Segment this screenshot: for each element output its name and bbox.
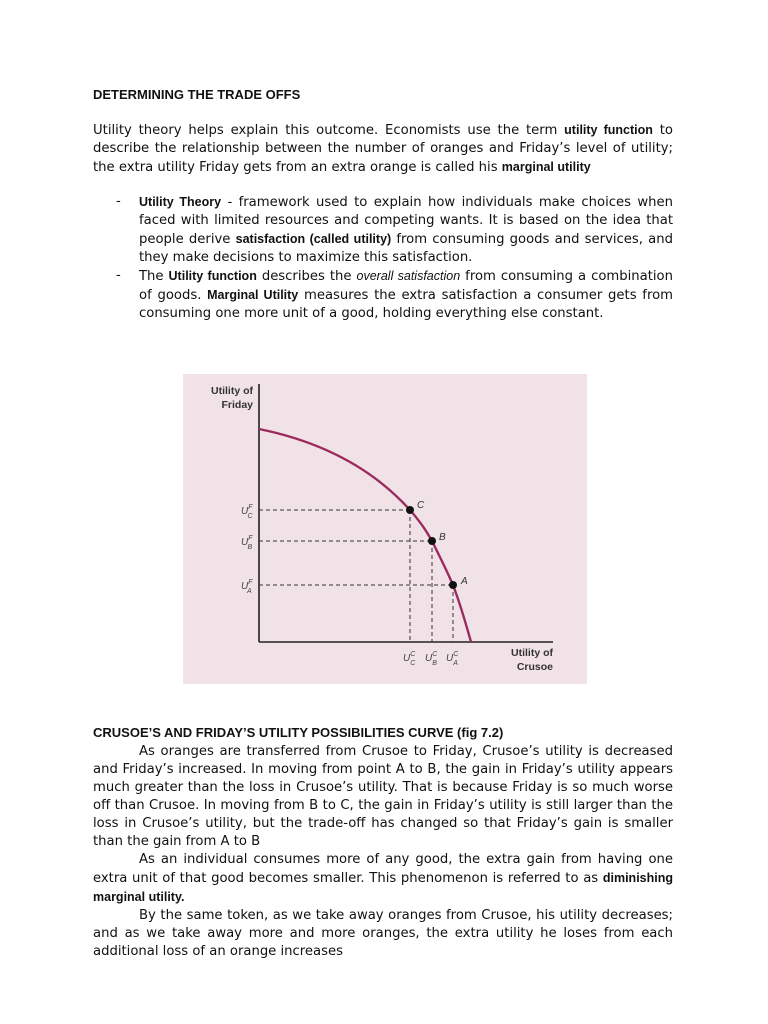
intro-text-2: to describe the relationship between the number of oranges and Friday’s level of utility; the extra utility Friday gets from an extra orange is called his [93,123,673,175]
term-diminishing-marginal-utility: diminishing marginal utility. [93,871,673,904]
y-tick-labels [241,504,254,595]
intro-paragraph [93,121,673,177]
bullet-text: describes the [256,269,357,284]
point-a [449,581,457,589]
term-utility-theory: Utility Theory [139,195,222,209]
x-tick-ub: $U^C$ B [425,651,438,667]
y-tick-ua: $U^F$ A [241,579,252,595]
term-overall-satisfaction: overall satisfaction [356,269,461,283]
point-b [428,537,436,545]
utility-possibilities-diagram [183,374,587,684]
y-axis-label-line2: Friday [221,399,253,411]
point-label-c: C [417,500,425,511]
bullet-text: from consuming goods and services, and they make decisions to maximize this satisfaction. [139,232,673,265]
x-tick-uc: $U^C$ C [403,651,416,667]
x-axis-label-line1: Utility of [511,647,553,659]
term-satisfaction: satisfaction (called utility) [235,232,392,246]
bullet-text: - framework used to explain how individuals make choices when faced with limited resources and competing wants. It is based on the idea that people derive [139,195,674,247]
x-axis-label-line2: Crusoe [516,661,553,673]
y-tick-uc: $U^F$ C [241,504,253,520]
x-tick-ua: $U^C$ A [446,651,459,667]
list-item [93,193,673,267]
x-tick-labels [403,651,459,667]
point-label-b: B [439,532,446,543]
bullet-dash: - [116,194,121,209]
section-heading: DETERMINING THE TRADE OFFS [93,87,301,102]
bullet-text: measures the extra satisfaction a consumer gets from consuming one more unit of a good, holding everything else constant. [139,288,673,321]
bullet-dash: - [116,268,121,283]
y-axis-label-line1: Utility of [211,385,253,397]
term-marginal-utility: Marginal Utility [207,288,299,302]
y-tick-ub: $U^F$ B [241,535,253,551]
list-item [93,267,673,323]
bullet-text: The [139,269,169,284]
bullet-text: from consuming a combination of goods. [139,269,673,303]
term-utility-function: utility function [564,123,653,137]
paragraph: As an individual consumes more of any good, the extra gain from having one extra unit of that good becomes smaller. This phenomenon is referred to as diminishing marginal utility. [93,852,673,904]
utility-possibilities-figure [183,374,587,684]
definition-list [93,193,673,323]
paragraph: As oranges are transferred from Crusoe to Friday, Crusoe’s utility is decreased and Friday’s increased. In moving from point A to B, the gain in Friday’s utility appears much greater than the loss in Crusoe’s utility. That is because Friday is so much worse off than Crusoe. In moving from B to C, the gain in Friday’s utility is still larger than the loss in Crusoe’s utility, but the trade-off has changed so that Friday’s gain is smaller than the gain from A to B [93,744,673,849]
figure-caption: CRUSOE’S AND FRIDAY’S UTILITY POSSIBILITIES CURVE (fig 7.2) [93,725,504,740]
explanation-text [93,743,673,961]
point-label-a: A [461,576,468,587]
intro-text-1: Utility theory helps explain this outcome. Economists use the term [93,123,565,138]
paragraph: By the same token, as we take away oranges from Crusoe, his utility decreases; and as we take away more and more oranges, the extra utility he loses from each additional loss of an orange increases [93,908,673,959]
term-marginal-utility: marginal utility [501,160,591,174]
point-c [406,506,414,514]
term-utility-function: Utility function [168,269,257,283]
